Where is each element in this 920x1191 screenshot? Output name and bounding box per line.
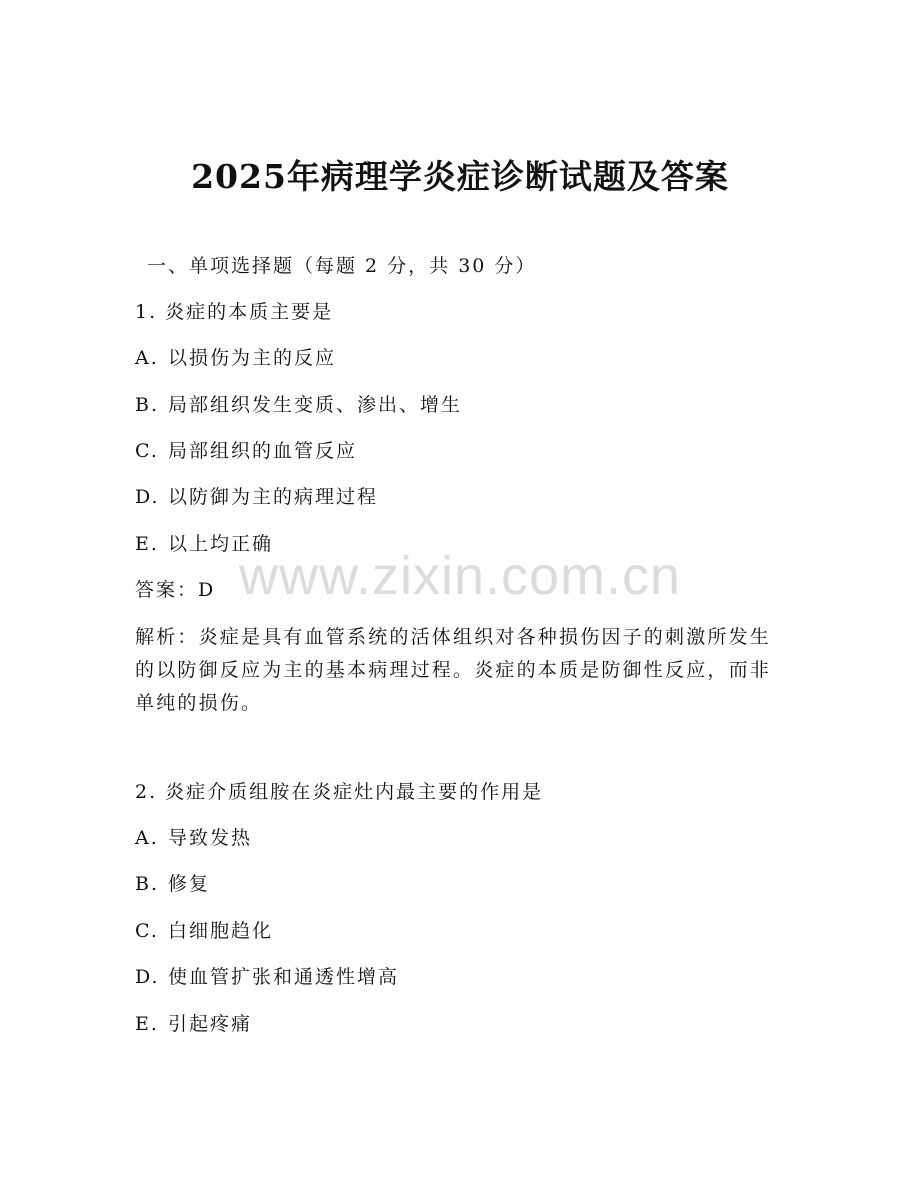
watermark: www.zixin.com.cn (238, 546, 682, 606)
option-letter: C. (135, 920, 159, 942)
question-1-option-c (135, 438, 357, 464)
question-2-option-a (135, 825, 252, 851)
option-text: 修复 (168, 873, 211, 895)
question-2-stem: 2. 炎症介质组胺在炎症灶内最主要的作用是 (135, 781, 544, 803)
question-1-answer: 答案：D (135, 579, 216, 601)
option-letter: B. (135, 394, 160, 416)
question-1-option-e (135, 531, 273, 557)
option-letter: C. (135, 440, 159, 462)
question-2-option-e (135, 1011, 252, 1037)
question-1-stem: 1. 炎症的本质主要是 (135, 301, 334, 323)
section-heading: 一、单项选择题（每题 2 分，共 30 分） (147, 255, 537, 277)
option-letter: D. (135, 966, 160, 988)
question-1-explanation: 解析：炎症是具有血管系统的活体组织对各种损伤因子的刺激所发生的以防御反应为主的基本病理过程。炎症的本质是防御性反应，而非单纯的损伤。 (135, 626, 772, 714)
option-letter: B. (135, 873, 160, 895)
option-text: 以上均正确 (168, 533, 274, 555)
option-text: 引起疼痛 (168, 1013, 253, 1035)
question-1-option-a (135, 345, 336, 371)
option-text: 白细胞趋化 (168, 920, 274, 942)
option-text: 使血管扩张和通透性增高 (168, 966, 400, 988)
question-2-option-d (135, 964, 399, 990)
question-1-option-d (135, 484, 378, 510)
option-letter: A. (135, 347, 159, 369)
question-2-option-b (135, 871, 210, 897)
question-2-option-c (135, 918, 273, 944)
option-letter: D. (135, 486, 160, 508)
question-1-option-b (135, 392, 462, 418)
option-letter: E. (135, 533, 159, 555)
option-text: 以防御为主的病理过程 (168, 486, 379, 508)
option-text: 局部组织的血管反应 (168, 440, 358, 462)
option-letter: A. (135, 827, 159, 849)
page-title: 2025年病理学炎症诊断试题及答案 (191, 157, 729, 196)
option-text: 以损伤为主的反应 (168, 347, 337, 369)
option-letter: E. (135, 1013, 159, 1035)
option-text: 导致发热 (168, 827, 253, 849)
option-text: 局部组织发生变质、渗出、增生 (168, 394, 463, 416)
